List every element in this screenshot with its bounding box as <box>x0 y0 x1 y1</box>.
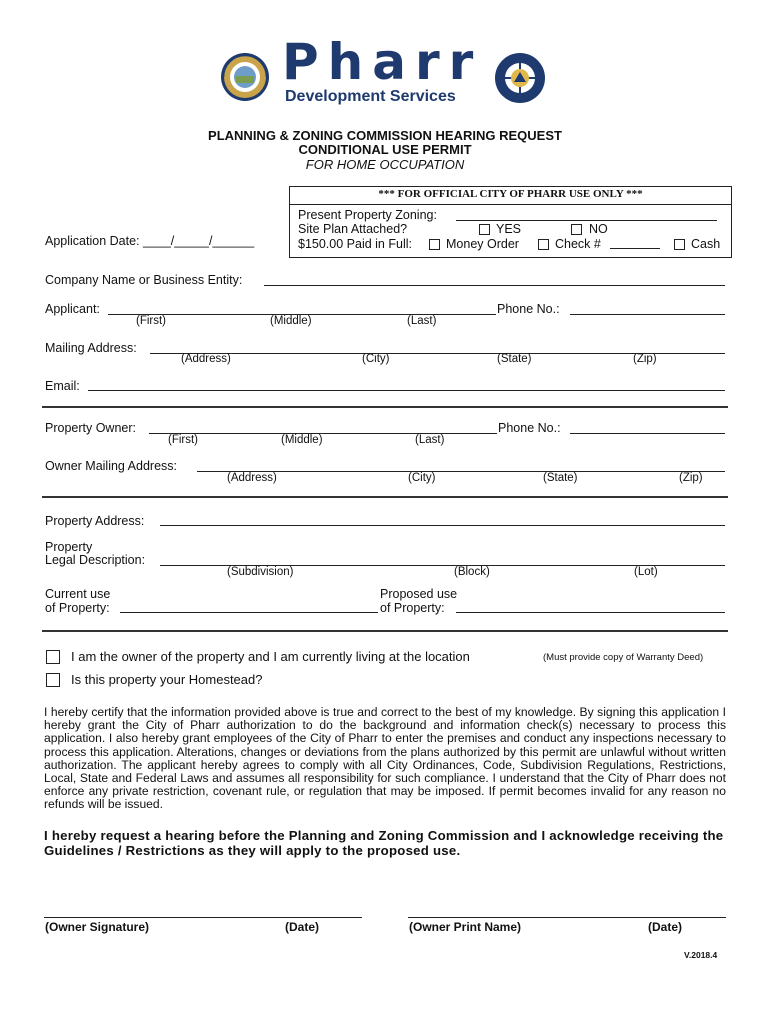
print-date-caption: (Date) <box>648 920 683 934</box>
property-address-input[interactable] <box>160 525 725 526</box>
application-date-label: Application Date: ____/_____/______ <box>45 234 255 248</box>
proposed-use-label-line2: of Property: <box>380 601 445 615</box>
owner-mailing-label: Owner Mailing Address: <box>45 459 178 473</box>
current-use-label-line1: Current use <box>45 587 111 601</box>
owner-print-name-input[interactable] <box>408 917 726 918</box>
mailing-label: Mailing Address: <box>45 341 137 355</box>
version-label: V.2018.4 <box>684 950 718 960</box>
homestead-label: Is this property your Homestead? <box>71 672 263 687</box>
owner-phone-label: Phone No.: <box>498 421 561 435</box>
brand-name: Pharr <box>282 33 483 91</box>
applicant-phone-input[interactable] <box>570 314 725 315</box>
mailing-zip-caption: (Zip) <box>633 353 657 365</box>
section-divider <box>42 496 728 498</box>
owner-signature-input[interactable] <box>44 917 362 918</box>
subdivision-caption: (Subdivision) <box>227 566 294 578</box>
owner-living-checkbox[interactable] <box>46 650 60 664</box>
mailing-address-caption: (Address) <box>181 353 231 365</box>
property-address-label: Property Address: <box>45 514 145 528</box>
official-use-heading: *** FOR OFFICIAL CITY OF PHARR USE ONLY *** <box>290 187 731 205</box>
site-plan-label: Site Plan Attached? <box>298 222 408 236</box>
owner-input[interactable] <box>149 433 497 434</box>
check-label: Check # <box>555 237 601 251</box>
proposed-use-label-line1: Proposed use <box>380 587 458 601</box>
cash-checkbox[interactable] <box>674 239 685 250</box>
form-category: FOR HOME OCCUPATION <box>305 157 465 172</box>
hearing-request-statement: I hereby request a hearing before the Planning and Zoning Commission and I acknowledge receiving the Guidelines / Restrictions as they will apply to the proposed use. <box>44 828 724 858</box>
applicant-phone-label: Phone No.: <box>497 302 560 316</box>
block-caption: (Block) <box>454 566 490 578</box>
no-label: NO <box>589 222 608 236</box>
no-checkbox[interactable] <box>571 224 582 235</box>
zoning-input[interactable] <box>456 220 717 221</box>
owner-middle-caption: (Middle) <box>281 434 323 446</box>
section-divider <box>42 630 728 632</box>
proposed-use-input[interactable] <box>456 612 725 613</box>
applicant-last-caption: (Last) <box>407 315 437 327</box>
owner-last-caption: (Last) <box>415 434 445 446</box>
check-number-input[interactable] <box>610 248 660 249</box>
money-order-checkbox[interactable] <box>429 239 440 250</box>
applicant-label: Applicant: <box>45 302 100 316</box>
owner-zip-caption: (Zip) <box>679 472 703 484</box>
company-label: Company Name or Business Entity: <box>45 273 243 287</box>
mailing-city-caption: (City) <box>362 353 390 365</box>
warranty-deed-note: (Must provide copy of Warranty Deed) <box>543 652 704 663</box>
paid-label: $150.00 Paid in Full: <box>298 237 412 251</box>
owner-address-caption: (Address) <box>227 472 277 484</box>
money-order-label: Money Order <box>446 237 519 251</box>
mailing-state-caption: (State) <box>497 353 532 365</box>
yes-label: YES <box>496 222 522 236</box>
applicant-first-caption: (First) <box>136 315 167 327</box>
owner-label: Property Owner: <box>45 421 137 435</box>
applicant-middle-caption: (Middle) <box>270 315 312 327</box>
form-title: PLANNING & ZONING COMMISSION HEARING REQUEST <box>208 128 562 143</box>
zoning-label: Present Property Zoning: <box>298 208 437 222</box>
company-input[interactable] <box>264 285 725 286</box>
cash-label: Cash <box>691 237 721 251</box>
legal-label-line2: Legal Description: <box>45 553 146 567</box>
city-seal <box>220 52 270 102</box>
owner-city-caption: (City) <box>408 472 436 484</box>
owner-signature-caption: (Owner Signature) <box>45 920 150 934</box>
check-checkbox[interactable] <box>538 239 549 250</box>
email-input[interactable] <box>88 390 725 391</box>
owner-living-label: I am the owner of the property and I am currently living at the location <box>71 649 470 664</box>
certification-text: I hereby certify that the information provided above is true and correct to the best of my knowledge. By signing this application I hereby grant the City of Pharr authorization to do the background and information check(s) necessary to process this application. I also hereby grant employees of the City of Pharr to enter the premises and conduct any inspections necessary to process this application. Alterations, changes or deviations from the plans authorized by this permit are unlawful without written authorization. The applicant hereby agrees to comply with all City Ordinances, Code, Subdivision Regulations, Restrictions, Local, State and Federal Laws and assumes all responsibility for such compliance. I understand that the City of Pharr does not enforce any private restriction, covenant rule, or regulation that may be imposed. If permit becomes invalid for any reason no refunds will be issued. <box>44 705 726 812</box>
form-subtitle: CONDITIONAL USE PERMIT <box>298 142 472 157</box>
homestead-checkbox[interactable] <box>46 673 60 687</box>
pride-logo <box>494 52 546 104</box>
lot-caption: (Lot) <box>634 566 658 578</box>
email-label: Email: <box>45 379 80 393</box>
owner-print-name-caption: (Owner Print Name) <box>409 920 522 934</box>
yes-checkbox[interactable] <box>479 224 490 235</box>
legal-label-line1: Property <box>45 540 93 554</box>
current-use-label-line2: of Property: <box>45 601 110 615</box>
owner-phone-input[interactable] <box>570 433 725 434</box>
signature-date-caption: (Date) <box>285 920 320 934</box>
owner-first-caption: (First) <box>168 434 199 446</box>
current-use-input[interactable] <box>120 612 378 613</box>
owner-state-caption: (State) <box>543 472 578 484</box>
section-divider <box>42 406 728 408</box>
brand-subtitle: Development Services <box>285 88 456 105</box>
